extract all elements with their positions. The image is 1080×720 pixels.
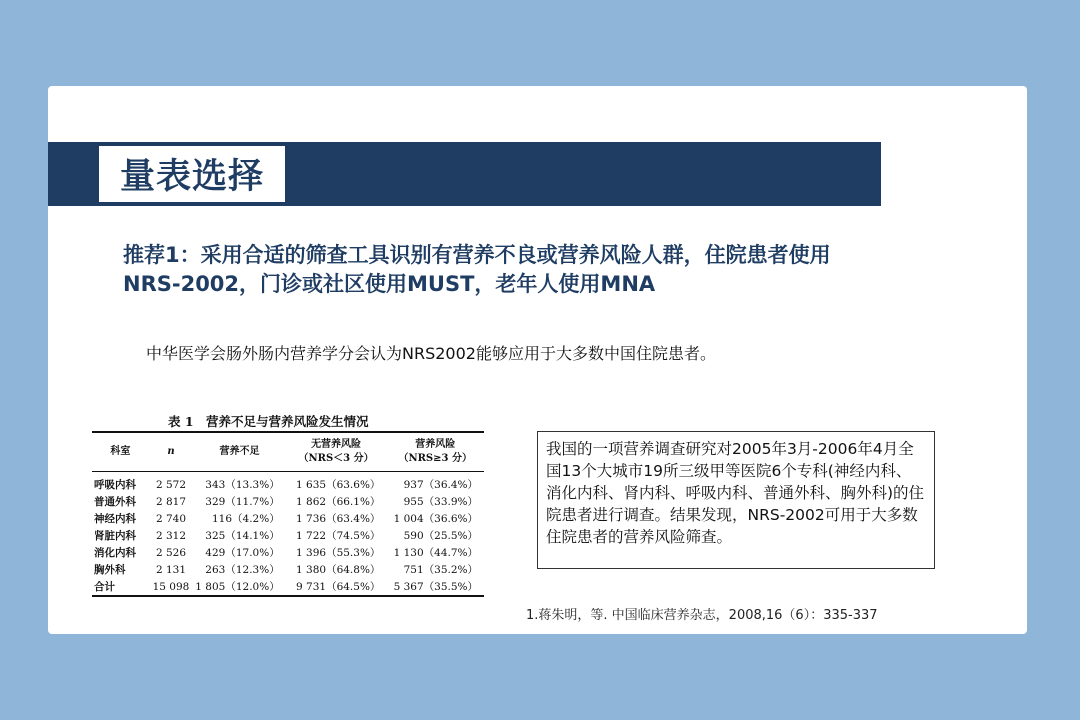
table-cell: 2 526 (155, 546, 186, 559)
recommendation-line-2: NRS-2002，门诊或社区使用MUST，老年人使用MNA (123, 272, 656, 296)
data-table-container (92, 431, 484, 597)
data-table (92, 431, 484, 597)
table-row (92, 493, 484, 510)
header-undernutrition: 营养不足 (193, 432, 285, 472)
table-cell: 神经内科 (94, 513, 136, 525)
table-cell: 590（25.5%） (403, 530, 478, 542)
statement-text: 中华医学会肠外肠内营养学分会认为NRS2002能够应用于大多数中国住院患者。 (146, 344, 716, 363)
recommendation-line-1: 推荐1：采用合适的筛查工具识别有营养不良或营养风险人群，住院患者使用 (123, 243, 831, 267)
table-cell: 116（4.2%） (211, 513, 280, 525)
table-cell: 5 367（35.5%） (393, 581, 478, 593)
table-cell: 15 098 (152, 580, 190, 593)
table-cell: 1 722（74.5%） (296, 530, 381, 542)
table-cell: 1 635（63.6%） (296, 479, 381, 491)
recommendation (123, 241, 963, 299)
table-cell: 消化内科 (94, 547, 136, 559)
title-box (99, 146, 285, 202)
header-no-risk: 无营养风险 （NRS＜3 分） (286, 432, 387, 472)
table-cell: 2 572 (155, 478, 186, 491)
header-risk: 营养风险 （NRS≥3 分） (386, 432, 484, 472)
table-cell: 1 396（55.3%） (296, 547, 381, 559)
slide (48, 86, 1027, 634)
header-department: 科室 (92, 432, 149, 472)
slide-title: 量表选择 (119, 157, 264, 197)
table-cell: 325（14.1%） (205, 530, 280, 542)
table-row (92, 578, 484, 596)
header-n: n (149, 432, 194, 472)
summary-box: 我国的一项营养调查研究对2005年3月-2006年4月全国13个大城市19所三级甲等医院6个专科(神经内科、消化内科、肾内科、呼吸内科、普通外科、胸外科)的住院患者进行调查。结果发现，NRS-2002可用于大多数住院患者的营养风险筛查。 (537, 431, 935, 569)
table-cell: 呼吸内科 (94, 479, 136, 491)
table-cell: 1 004（36.6%） (393, 513, 478, 525)
table-cell: 1 380（64.8%） (296, 564, 381, 576)
table-cell: 2 131 (155, 563, 186, 576)
table-cell: 1 805（12.0%） (195, 581, 280, 593)
table-cell: 2 312 (155, 529, 186, 542)
reference-citation: 1.蒋朱明，等. 中国临床营养杂志，2008,16（6）：335-337 (526, 608, 878, 623)
table-cell: 肾脏内科 (94, 530, 136, 542)
table-row (92, 561, 484, 578)
table-row (92, 510, 484, 527)
table-cell: 1 130（44.7%） (393, 547, 478, 559)
table-row (92, 527, 484, 544)
table-cell: 2 740 (155, 512, 186, 525)
table-cell: 329（11.7%） (205, 496, 280, 508)
table-header-row (92, 432, 484, 472)
table-cell: 9 731（64.5%） (296, 581, 381, 593)
table-cell: 合计 (94, 581, 115, 593)
table-cell: 普通外科 (94, 496, 136, 508)
table-cell: 751（35.2%） (403, 564, 478, 576)
table-cell: 1 736（63.4%） (296, 513, 381, 525)
table-cell: 263（12.3%） (205, 564, 280, 576)
table-cell: 1 862（66.1%） (296, 496, 381, 508)
table-row (92, 544, 484, 561)
table-row (92, 472, 484, 494)
table-cell: 2 817 (155, 495, 186, 508)
table-cell: 429（17.0%） (205, 547, 280, 559)
table-cell: 955（33.9%） (403, 496, 478, 508)
table-cell: 937（36.4%） (403, 479, 478, 491)
table-cell: 343（13.3%） (205, 479, 280, 491)
table-caption: 表 1 营养不足与营养风险发生情况 (168, 414, 369, 429)
table-cell: 胸外科 (94, 564, 126, 576)
